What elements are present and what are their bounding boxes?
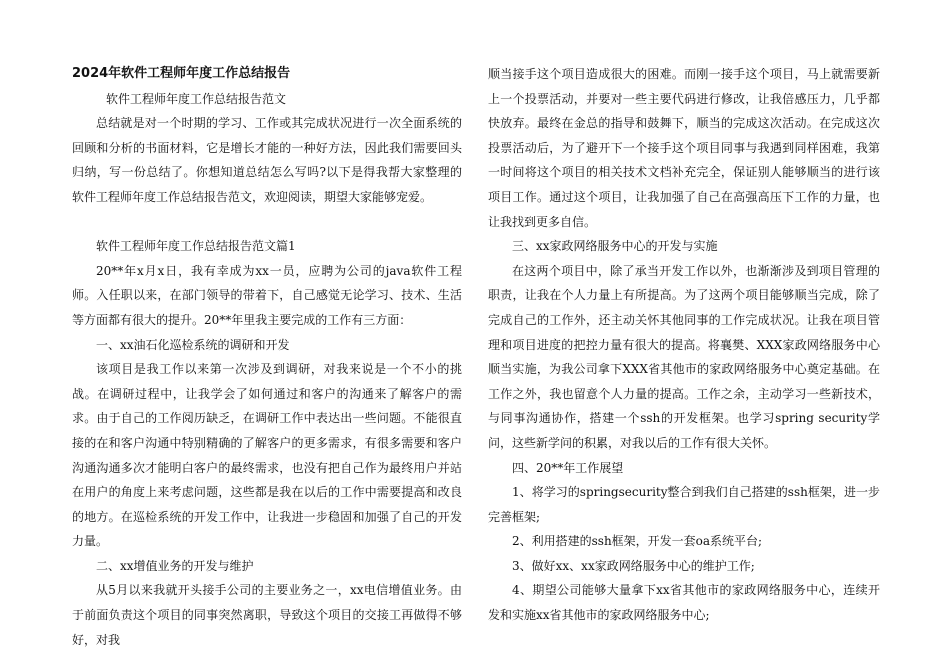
heading-4: 四、20**年工作展望 <box>512 460 624 475</box>
paragraph-1: 20**年x月x日，我有幸成为xx一员，应聘为公司的java软件工程师。入任职以来，在部门领导的带着下，自己感觉无论学习、技术、生活等方面都有很大的提升。20**年里我主要完成的工作有三方面： <box>72 263 462 327</box>
right-column <box>488 62 880 628</box>
list-item-4: 4、期望公司能够大量拿下xx省其他市的家政网络服务中心，连续开发和实施xx省其他市的家政网络服务中心; <box>488 583 880 623</box>
list-item-2: 2、利用搭建的ssh框架，开发一套oa系统平台; <box>512 534 763 549</box>
document-title: 2024年软件工程师年度工作总结报告 <box>72 66 291 81</box>
paragraph-3: 从5月以来我就开头接手公司的主要业务之一，xx电信增值业务。由于前面负责这个项目的同事突然离职，导致这个项目的交接工再做得不够好，对我 <box>72 583 462 647</box>
list-item-1: 1、将学习的springsecurity整合到我们自己搭建的ssh框架，进一步完善框架; <box>488 485 880 524</box>
document-subtitle: 软件工程师年度工作总结报告范文 <box>106 91 287 106</box>
paragraph-2: 该项目是我工作以来第一次涉及到调研，对我来说是一个不小的挑战。在调研过程中，让我学会了如何通过和客户的沟通来了解客户的需求。由于自己的工作阅历缺乏，在调研工作中表达出一些问题。不能很直接的在和客户沟通中特别精确的了解客户的更多需求，有很多需要和客户沟通沟通多次才能明白客户的最终需求，也没有把自己作为最终用户并站在用户的角度上来考虑问题，这些都是我在以后的工作中需要提高和改良的地方。在巡检系统的开发工作中，让我进一步稳固和加强了自己的开发力量。 <box>72 362 462 549</box>
paragraph-3-continued: 顺当接手这个项目造成很大的困难。而刚一接手这个项目，马上就需要新上一个投票活动，并要对一些主要代码进行修改，让我倍感压力，几乎都快放弃。最终在金总的指导和鼓舞下，顺当的完成这次活动。在完成这次投票活动后，为了避开下一个接手这个项目同事与我遇到同样困难，我第一时间将这个项目的相关技术文档补充完全，保证别人能够顺当的进行该项目工作。通过这个项目，让我加强了自己在高强高压下工作的力量，也让我找到更多自信。 <box>488 67 880 229</box>
list-item-3: 3、做好xx、xx家政网络服务中心的维护工作; <box>512 558 755 573</box>
section-heading: 软件工程师年度工作总结报告范文篇1 <box>96 239 296 254</box>
paragraph-4: 在这两个项目中，除了承当开发工作以外，也渐渐涉及到项目管理的职责，让我在个人力量上有所提高。为了这两个项目能够顺当完成，除了完成自己的工作外，还主动关怀其他同事的工作完成状况。让我在项目管理和项目进度的把控力量有很大的提高。将襄樊、XXX家政网络服务中心顺当实施，为我公司拿下XXX省其他市的家政网络服务中心奠定基础。在工作之外，我也留意个人力量的提高。工作之余，主动学习一些新技术，与同事沟通协作，搭建一个ssh的开发框架。也学习spring security学问，这些新学问的积累，对我以后的工作有很大关怀。 <box>488 263 880 450</box>
heading-2: 二、xx增值业务的开发与维护 <box>96 558 254 573</box>
intro-paragraph: 总结就是对一个时期的学习、工作或其完成状况进行一次全面系统的回顾和分析的书面材料，它是增长才能的一种好方法，因此我们需要回头归纳，写一份总结了。你想知道总结怎么写吗?以下是得我帮大家整理的软件工程师年度工作总结报告范文，欢迎阅读，期望大家能够宠爱。 <box>72 116 462 204</box>
heading-3: 三、xx家政网络服务中心的开发与实施 <box>512 239 718 254</box>
blank-line <box>72 210 462 235</box>
heading-1: 一、xx油石化巡检系统的调研和开发 <box>96 337 290 352</box>
left-column <box>72 62 462 652</box>
